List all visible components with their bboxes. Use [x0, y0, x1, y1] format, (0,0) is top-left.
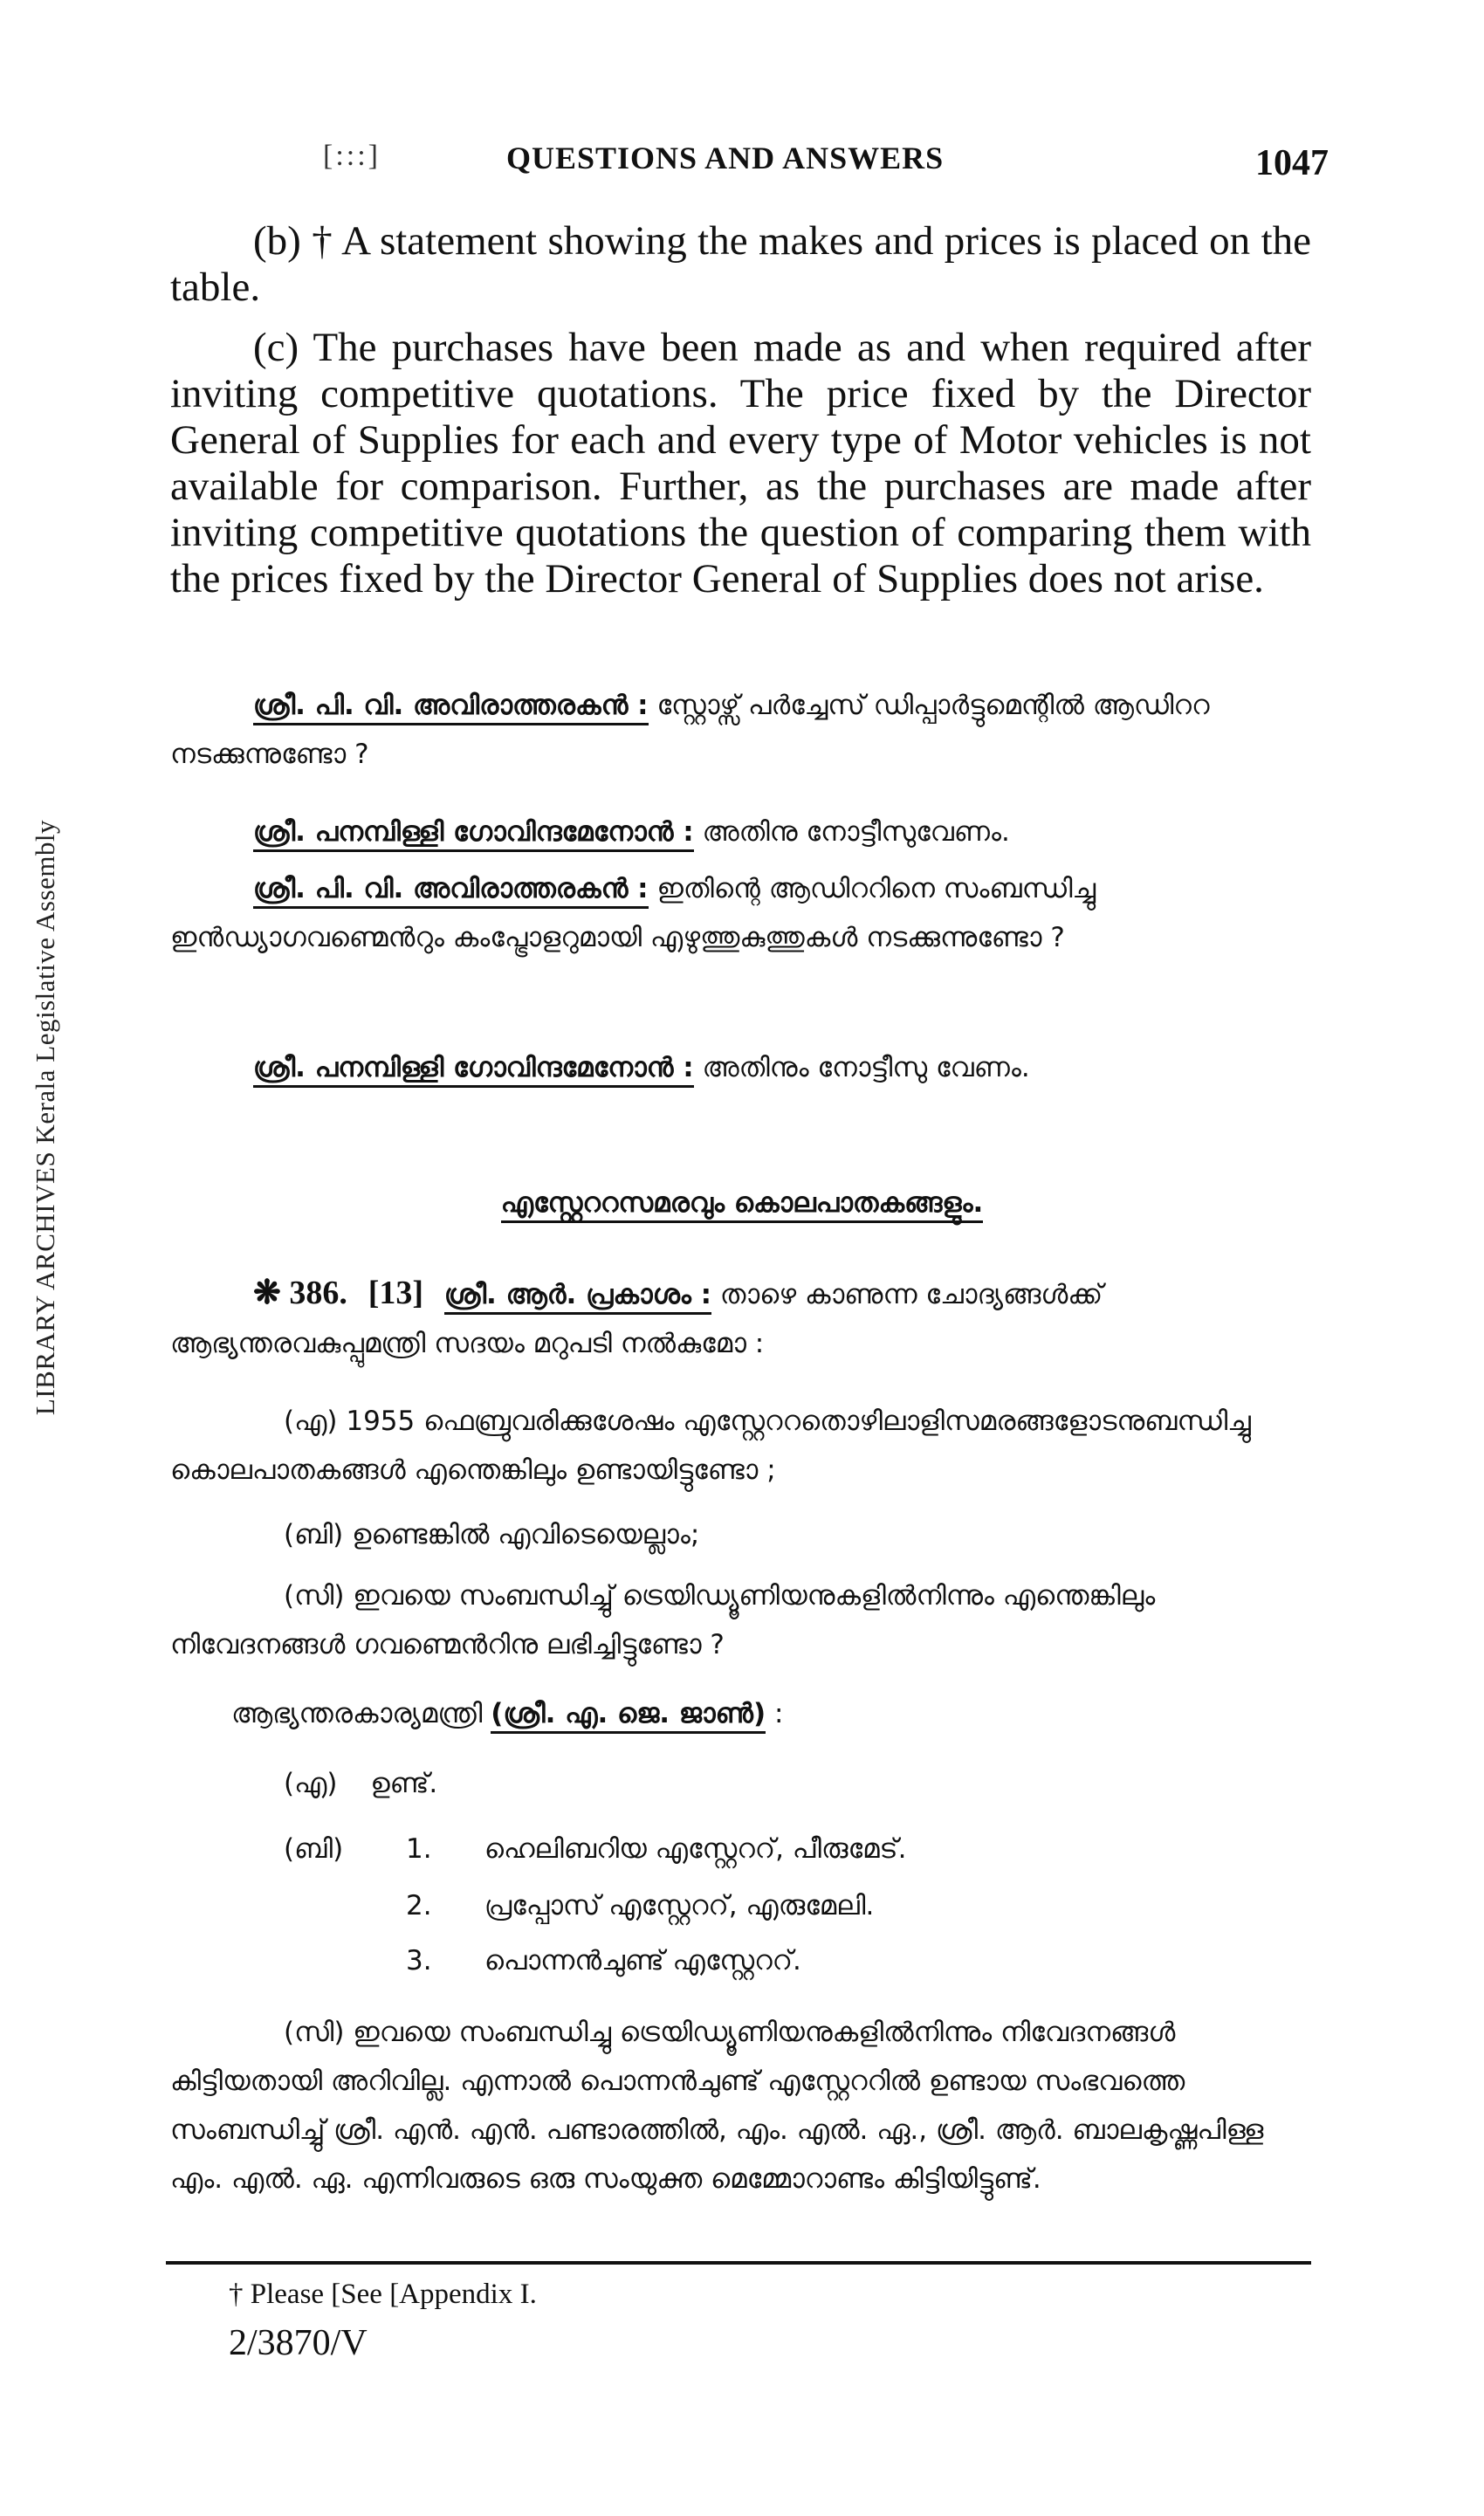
item-number: 1. [406, 1833, 432, 1865]
question-part-c [170, 1571, 1311, 1669]
page-number: 1047 [1255, 143, 1329, 183]
estate-item-1 [406, 1825, 906, 1873]
part-text: 1955 ഫെബ്രുവരിക്കുശേഷം എസ്റ്റേററതൊഴിലാളിസമരങ്ങളോടനുബന്ധിച്ചു കൊലപാതകങ്ങൾ എന്തെങ്കിലും ഉണ്ടായിട്ടുണ്ടോ ; [170, 1406, 1251, 1486]
answer-b-label: (ബി) [284, 1833, 344, 1865]
archive-watermark: LIBRARY ARCHIVES Kerala Legislative Assembly [30, 819, 60, 1416]
question-ref: [13] [368, 1275, 424, 1311]
part-label: (സി) [284, 2017, 345, 2048]
part-text: ഇവയെ സംബന്ധിച്ചു ട്രെയിഡ്യൂണിയനുകളിൽനിന്നും നിവേദനങ്ങൾ കിട്ടിയതായി അറിവില്ല. എന്നാൽ പൊന്നൻചുണ്ട് എസ്റ്റേററിൽ ഉണ്ടായ സംഭവത്തെ സംബന്ധിച്ചു് ശ്രീ. എൻ. എൻ. പണ്ടാരത്തിൽ, എം. എൽ. ഏ., ശ്രീ. ആർ. ബാലകൃഷ്ണപിള്ള എം. എൽ. ഏ. എന്നിവരുടെ ഒരു സംയുക്ത മെമ്മോറാണ്ടം കിട്ടിയിട്ടുണ്ട്. [170, 2017, 1264, 2195]
question-number: ❋ 386. [253, 1275, 347, 1311]
estate-item-2 [406, 1881, 874, 1930]
answer-b: (b) † A statement showing the makes and prices is placed on the table. [170, 218, 1311, 310]
speaker-name: ശ്രീ. പി. വി. അവിരാത്തരകൻ : [253, 873, 649, 909]
answer-c-ml [170, 2008, 1311, 2203]
answer-header [231, 1689, 1311, 1738]
question-part-a [170, 1397, 1311, 1495]
minister-name: (ശ്രീ. എ. ജെ. ജാൺ) [491, 1698, 766, 1734]
footnote-divider [166, 2261, 1311, 2265]
part-text: ഉണ്ട്. [370, 1768, 438, 1799]
answer-colon: : [774, 1698, 784, 1729]
exchange-2 [170, 808, 1311, 856]
item-text: ഹെലിബറിയ എസ്റ്റേററ്, പീരുമേട്. [484, 1833, 907, 1865]
speaker-name: ശ്രീ. പി. വി. അവിരാത്തരകൻ : [253, 690, 649, 725]
exchange-1 [170, 681, 1311, 779]
speech-text: സ്റ്റോഴ്സ് പർച്ചേസ് ഡിപ്പാർട്ടുമെന്റിൽ ആഡിററ നടക്കുന്നുണ്ടോ ? [170, 690, 1210, 770]
section-title [0, 1179, 1484, 1227]
question-intro: താഴെ കാണുന്ന ചോദ്യങ്ങൾക്ക് ആഭ്യന്തരവകുപ്പുമന്ത്രി സദയം മറുപടി നൽകുമോ : [170, 1279, 1103, 1359]
item-text: പൊന്നൻചുണ്ട് എസ്റ്റേററ്. [484, 1945, 801, 1976]
part-label: (സി) [284, 1580, 345, 1612]
running-title: QUESTIONS AND ANSWERS [506, 141, 945, 175]
speaker-name: ശ്രീ. പനമ്പിള്ളി ഗോവിന്ദമേനോൻ : [253, 816, 694, 852]
header-mark: [:::] [323, 140, 381, 172]
footnote-text: † Please [See [Appendix I. [229, 2279, 537, 2310]
part-label: (ബി) [284, 1519, 344, 1550]
answer-a [284, 1759, 437, 1808]
part-text: ഉണ്ടെങ്കിൽ എവിടെയെല്ലാം; [352, 1519, 700, 1550]
part-text: ഇവയെ സംബന്ധിച്ചു് ട്രെയിഡ്യൂണിയനുകളിൽനിന്നും എന്തെങ്കിലും നിവേദനങ്ങൾ ഗവണ്മെൻറിനു ലഭിച്ചിട്ടുണ്ടോ ? [170, 1580, 1156, 1660]
estate-item-3 [406, 1936, 801, 1985]
exchange-4 [170, 1043, 1311, 1092]
speech-text: അതിനും നോട്ടീസു വേണം. [702, 1052, 1030, 1083]
part-label: (എ) [284, 1768, 338, 1799]
exchange-3 [170, 864, 1311, 962]
speaker-name: ശ്രീ. പനമ്പിള്ളി ഗോവിന്ദമേനോൻ : [253, 1052, 694, 1088]
minister-title: ആഭ്യന്തരകാര്യമന്ത്രി [231, 1698, 483, 1729]
question-part-b [170, 1510, 1311, 1559]
speech-text: ഇതിന്റെ ആഡിററിനെ സംബന്ധിച്ചു ഇൻഡ്യാഗവണ്മെൻറും കംപ്ട്രോളറുമായി എഴുത്തുകുത്തുകൾ നടക്കുന്നുണ്ടോ ? [170, 873, 1096, 953]
section-title-text: എസ്റ്റേററസമരവും കൊലപാതകങ്ങളും. [501, 1187, 983, 1223]
item-number: 3. [406, 1945, 432, 1976]
item-text: പ്രപ്പോസ് എസ്റ്റേററ്, എരുമേലി. [484, 1890, 875, 1921]
answer-c: (c) The purchases have been made as and when required after inviting competitive quotations. The price fixed by the Director General of Supplies for each and every type of Motor vehicles is not available for comparison. Further, as the purchases are made after inviting competitive quotations the question of comparing them with the prices fixed by the Director General of Supplies does not arise. [170, 325, 1311, 602]
question-386 [170, 1268, 1311, 1368]
document-code: 2/3870/V [229, 2323, 368, 2363]
speech-text: അതിനു നോട്ടീസുവേണം. [702, 816, 1010, 848]
question-asker: ശ്രീ. ആർ. പ്രകാശം : [444, 1279, 711, 1315]
part-label: (എ) [284, 1406, 338, 1437]
item-number: 2. [406, 1890, 432, 1921]
